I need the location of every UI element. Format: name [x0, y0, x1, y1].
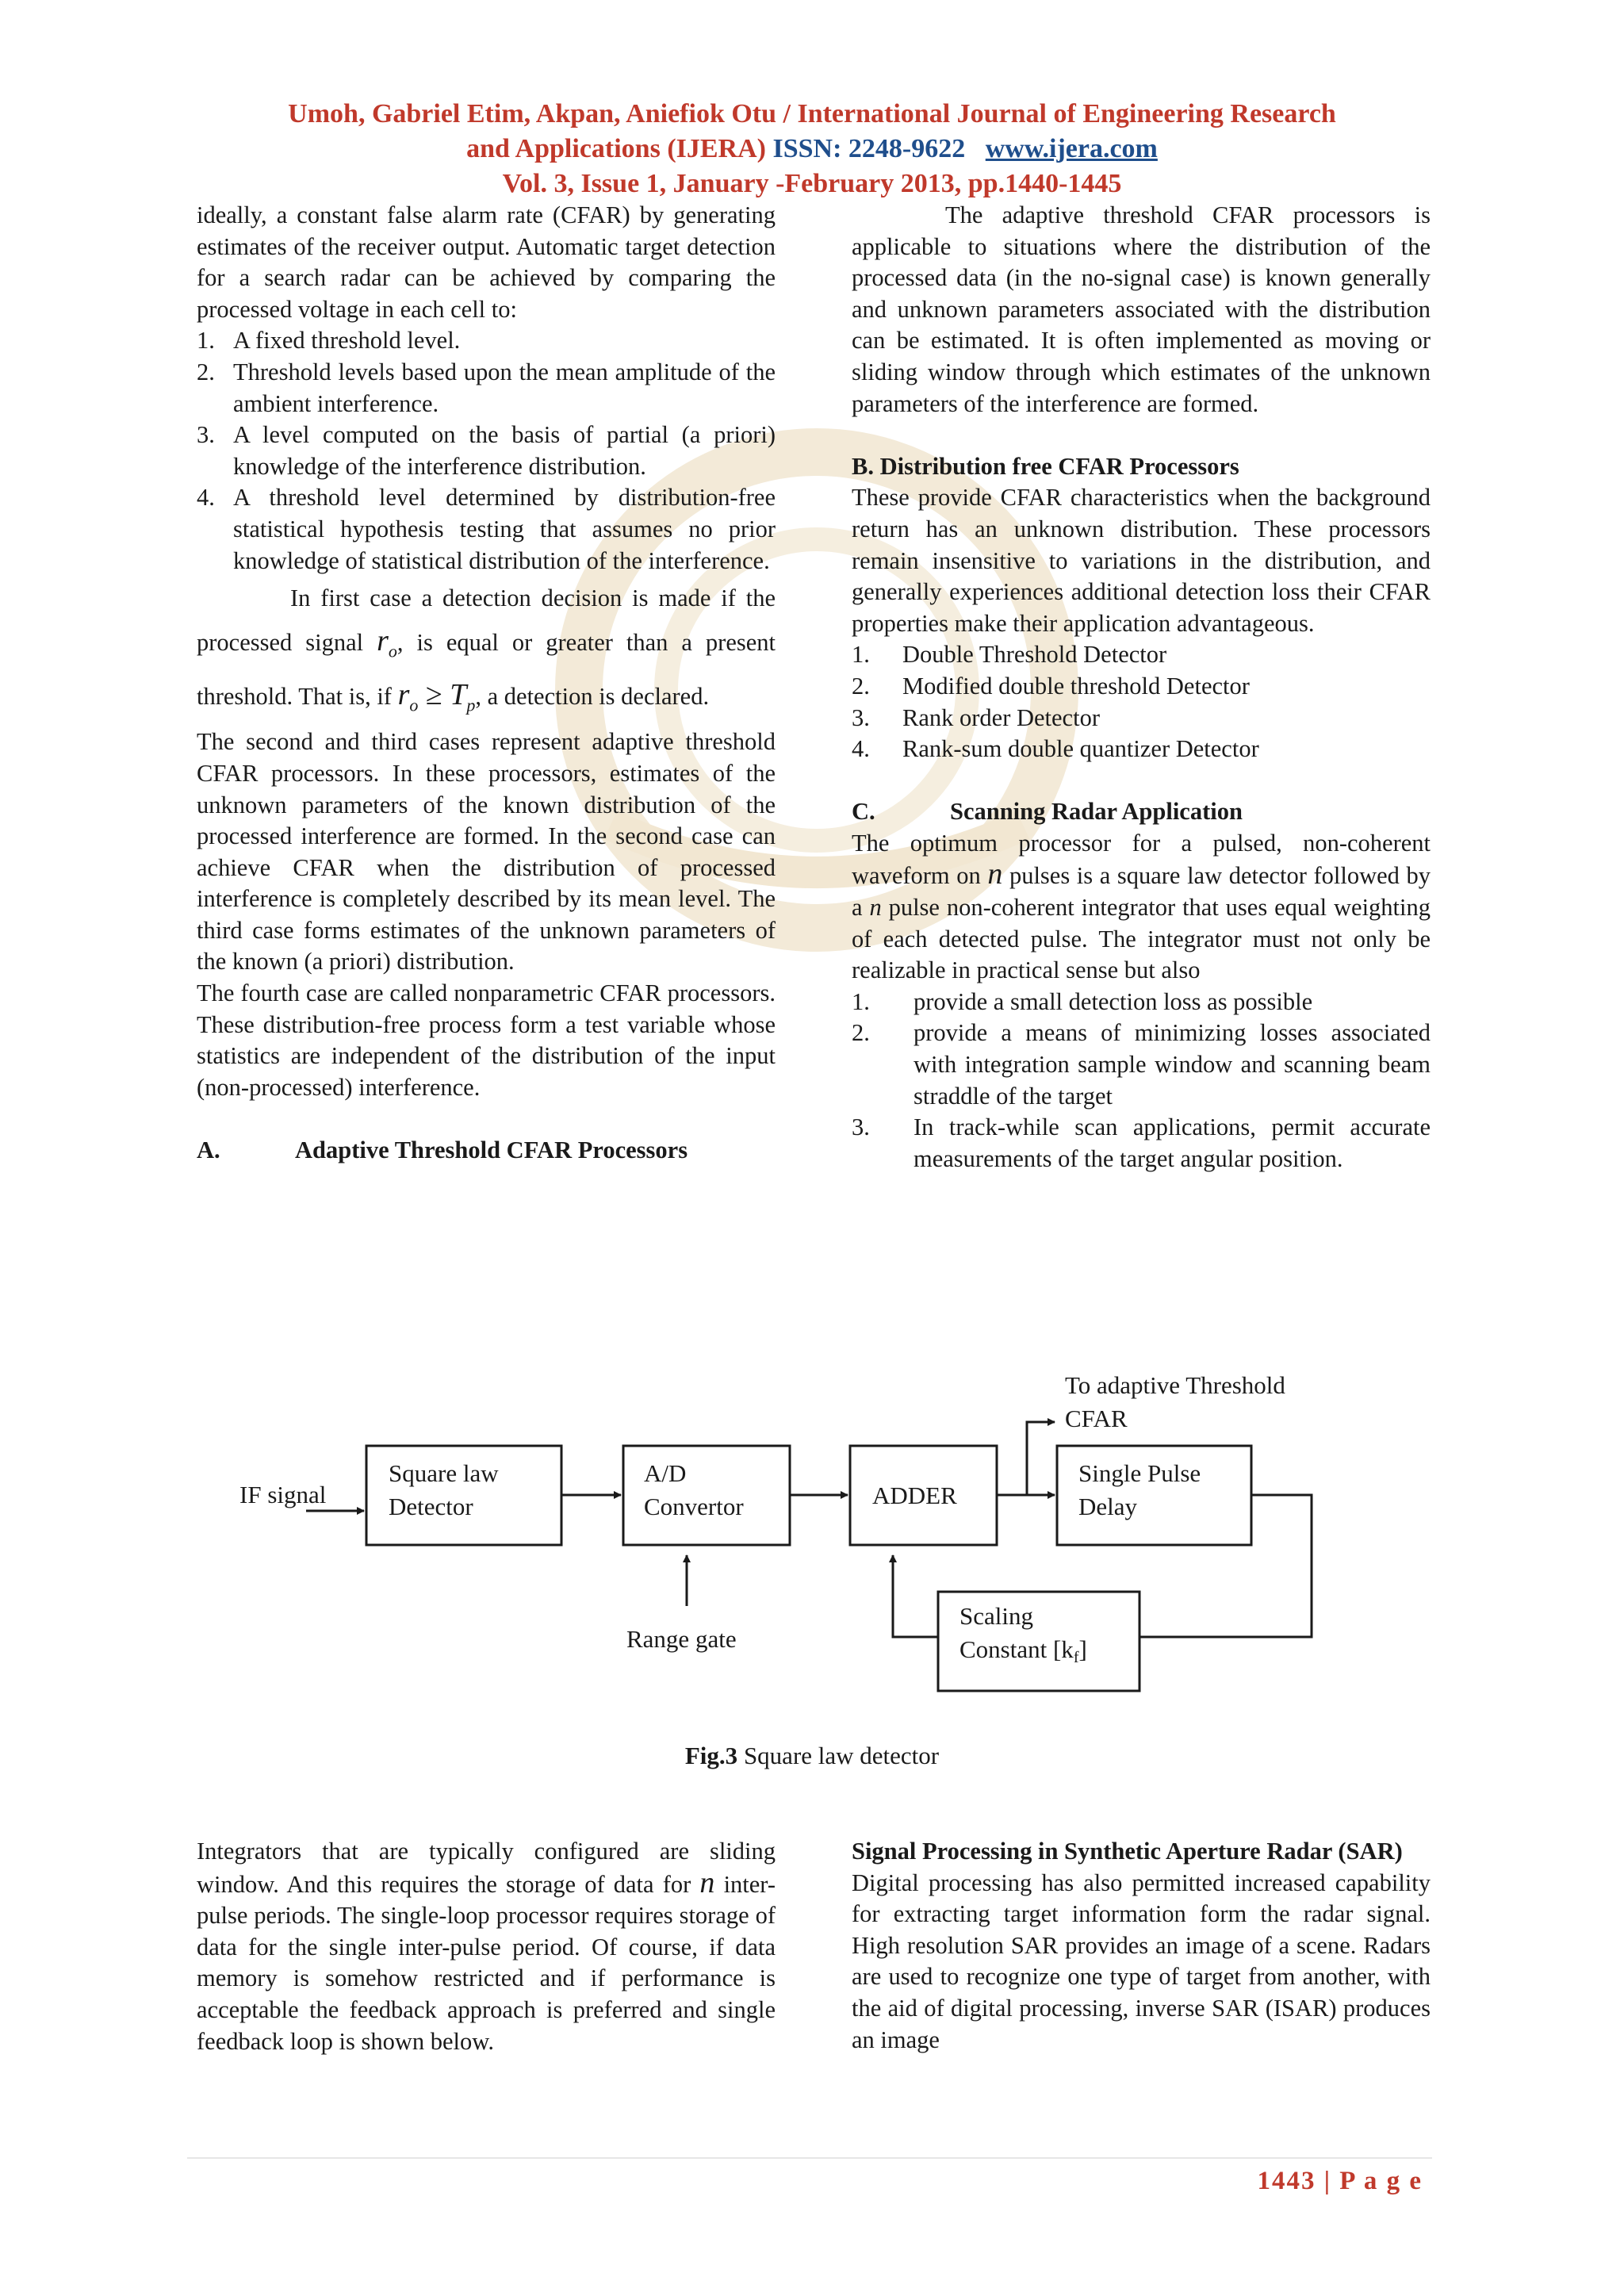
list-item: 1. A fixed threshold level.	[197, 327, 461, 355]
sar-heading: Signal Processing in Synthetic Aperture Radar (SAR)	[852, 1838, 1403, 1865]
math-r-o: $r_o$	[377, 624, 397, 661]
single-pulse-label-2: Delay	[1078, 1493, 1138, 1520]
list-item: 2. provide a means of minimizing losses associated with integration sample window and scanning beam straddle of the target	[852, 1019, 1431, 1110]
if-signal-label: IF signal	[239, 1481, 327, 1508]
scaling-label-1: Scaling	[959, 1602, 1033, 1630]
list-item: 3. Rank order Detector	[852, 703, 1100, 731]
left-paragraph-1: ideally, a constant false alarm rate (CFAR) by generating estimates of the receiver output. Automatic target detection for a search radar can be achieved by comparing the processed voltage in each cell to:	[197, 201, 776, 323]
left-column	[197, 200, 776, 1167]
distribution-free-list	[852, 639, 1431, 765]
right-paragraph-3: The optimum processor for a pulsed, non-coherent waveform on n pulses is a square law detector followed by a n pulse non-coherent integrator that uses equal weighting of each detected pulse. The integrator must not only be realizable in practical sense but also	[852, 829, 1431, 984]
math-n: n	[987, 857, 1003, 891]
ad-label-2: Convertor	[644, 1493, 744, 1520]
right-paragraph-1: The adaptive threshold CFAR processors is applicable to situations where the distribution of the processed data (in the no-signal case) is known generally and unknown parameters associated with the distribution can be estimated. It is often implemented as moving or sliding window through which estimates of the unknown parameters of the interference are formed.	[852, 201, 1431, 417]
right-column	[852, 200, 1431, 1175]
left-paragraph-3: The second and third cases represent adaptive threshold CFAR processors. In these processors, estimates of the unknown parameters of the known distribution of the processed interference are formed. In the second case can achieve CFAR when the distribution of processed interference is completely described by its mean level. The third case forms estimates of the unknown parameters of the known (a priori) distribution.	[197, 728, 776, 976]
single-pulse-delay-box	[1057, 1446, 1251, 1545]
header-issn: ISSN: 2248-9622	[772, 134, 966, 163]
single-pulse-label-1: Single Pulse	[1078, 1459, 1201, 1487]
bottom-left-paragraph: Integrators that are typically configured are sliding window. And this requires the storage of data for n inter-pulse periods. The single-loop processor requires storage of data for the single inter-pulse period. Of course, if data memory is somehow restricted and if performance is acceptable the feedback approach is preferred and single feedback loop is shown below.	[197, 1838, 776, 2055]
left-paragraph-4: The fourth case are called nonparametric CFAR processors. These distribution-free process form a test variable whose statistics are independent of the distribution of the input (non-processed) interference.	[197, 979, 776, 1101]
bottom-right-column	[852, 1836, 1431, 2056]
footer-divider	[187, 2157, 1432, 2159]
list-item: 2. Modified double threshold Detector	[852, 672, 1250, 700]
header-line-1: Umoh, Gabriel Etim, Akpan, Aniefiok Otu / International Journal of Engineering Research	[288, 99, 1336, 128]
math-n-inline: n	[869, 894, 882, 922]
header-line-2	[0, 132, 1624, 167]
math-inequality: $r_o \ge T_p$	[397, 677, 476, 715]
square-law-label-1: Square law	[389, 1459, 499, 1487]
figure-caption: Fig.3 Square law detector	[684, 1742, 940, 1769]
square-law-label-2: Detector	[389, 1493, 473, 1520]
sar-paragraph: Digital processing has also permitted increased capability for extracting target information form the radar signal. High resolution SAR provides an image of a scene. Radars are used to recognize one type of target from another, with the aid of digital processing, inverse SAR (ISAR) produces an image	[852, 1869, 1431, 2053]
journal-header	[0, 97, 1624, 201]
left-paragraph-2: In first case a detection decision is made if the processed signal $r_o$, is equal or greater than a present threshold. That is, if $r_o \ge T_p$, a detection is declared.	[197, 585, 776, 715]
bottom-left-column	[197, 1836, 776, 2057]
list-item: 2. Threshold levels based upon the mean amplitude of the ambient interference.	[197, 358, 776, 417]
adder-label: ADDER	[872, 1481, 957, 1509]
adaptive-threshold-label-2: CFAR	[1065, 1405, 1128, 1432]
header-line-3: Vol. 3, Issue 1, January -February 2013, pp.1440-1445	[502, 169, 1122, 198]
ad-label-1: A/D	[644, 1459, 687, 1487]
section-heading-c: C. Scanning Radar Application	[852, 798, 1243, 826]
math-n: n	[699, 1865, 715, 1899]
list-item: 3. In track-while scan applications, permit accurate measurements of the target angular position.	[852, 1114, 1431, 1172]
range-gate-label: Range gate	[626, 1625, 737, 1653]
detection-method-list	[197, 325, 776, 577]
square-law-detector-box	[366, 1446, 561, 1545]
right-paragraph-2: These provide CFAR characteristics when the background return has an unknown distribution. These processors remain insensitive to variations in the distribution, and generally experiences additional detection loss their CFAR properties make their application advantageous.	[852, 484, 1431, 637]
header-journal-name: and Applications (IJERA)	[466, 134, 766, 163]
scaling-label-2: Constant [kf]	[959, 1635, 1087, 1666]
list-item: 4. Rank-sum double quantizer Detector	[852, 735, 1259, 763]
integrator-requirements-list	[852, 987, 1431, 1175]
list-item: 1. provide a small detection loss as possible	[852, 987, 1313, 1015]
section-heading-a: A. Adaptive Threshold CFAR Processors	[197, 1137, 688, 1164]
list-item: 4. A threshold level determined by distribution-free statistical hypothesis testing that assumes no prior knowledge of statistical distribution of the interference.	[197, 484, 776, 574]
list-item: 3. A level computed on the basis of partial (a priori) knowledge of the interference distribution.	[197, 421, 776, 480]
adaptive-threshold-label-1: To adaptive Threshold	[1065, 1371, 1285, 1399]
list-item: 1. Double Threshold Detector	[852, 641, 1167, 669]
header-website-link[interactable]: www.ijera.com	[985, 134, 1158, 163]
scaling-constant-box	[938, 1592, 1139, 1691]
adder-box	[850, 1446, 997, 1545]
page-number: 1443 | P a g e	[1257, 2167, 1423, 2195]
ad-convertor-box	[623, 1446, 790, 1545]
section-heading-b: B. Distribution free CFAR Processors	[852, 452, 1239, 480]
